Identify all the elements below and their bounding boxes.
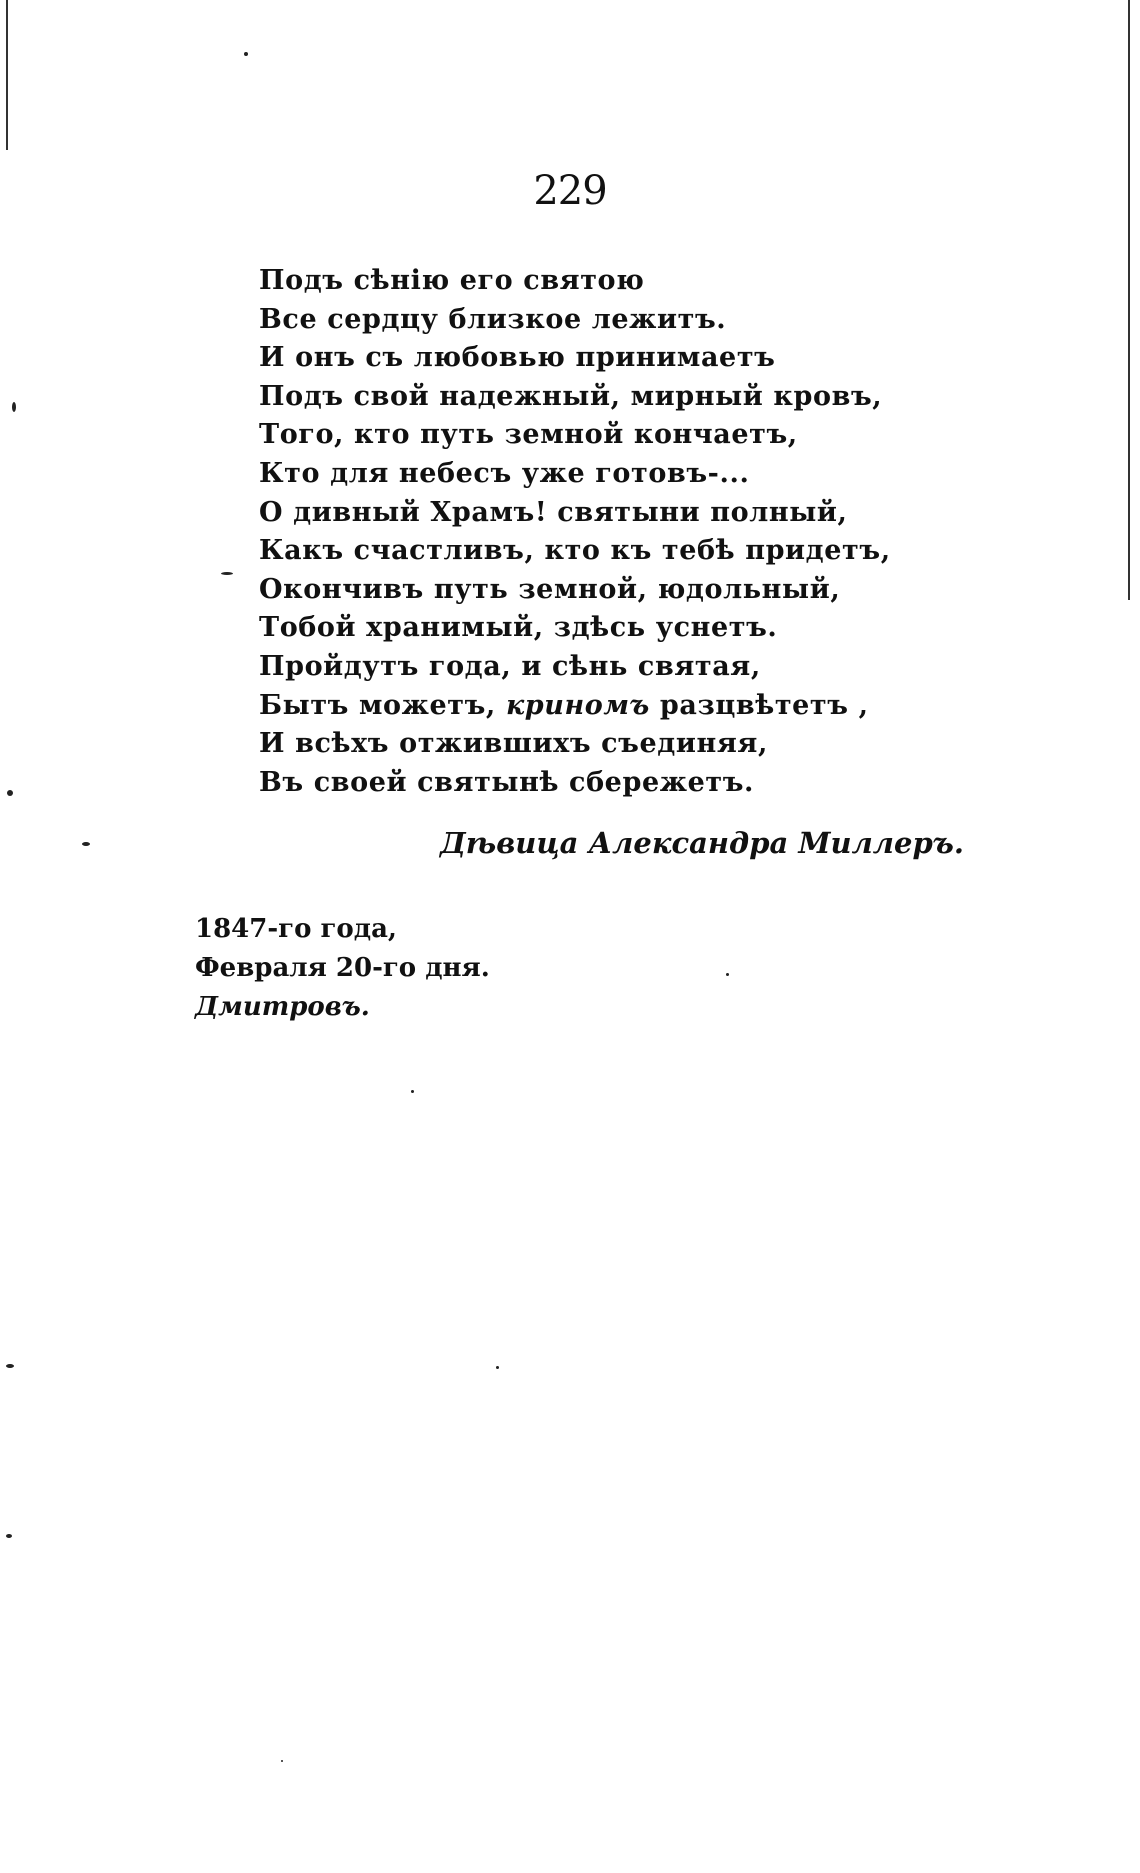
poem — [259, 262, 899, 802]
scan-speck — [411, 1090, 414, 1093]
poem-line: Въ своей святынѣ сбережетъ. — [259, 766, 755, 798]
scan-speck — [221, 572, 233, 575]
poem-line: И онъ съ любовью принимаетъ — [259, 342, 776, 374]
poem-line: Пройдутъ года, и сѣнь святая, — [259, 650, 761, 682]
poem-line: Тобой хранимый, здѣсь уснетъ. — [259, 612, 778, 644]
poem-line: И всѣхъ отжившихъ съединяя, — [259, 728, 768, 760]
poem-line: Кто для небесъ уже готовъ-... — [259, 457, 750, 489]
page-number: 229 — [533, 168, 607, 214]
author-signature: Дѣвица Александра Миллеръ. — [440, 826, 964, 860]
scan-speck — [496, 1366, 499, 1369]
poem-line: Подъ сѣнію его святою — [259, 265, 645, 296]
right-margin-rule — [1128, 0, 1130, 600]
dateline — [195, 910, 595, 1027]
scan-speck — [6, 1364, 14, 1368]
poem-line: Бытъ можетъ, криномъ разцвѣтетъ , — [259, 689, 869, 721]
scan-speck — [12, 402, 16, 412]
scan-speck — [7, 790, 13, 796]
scan-speck — [244, 52, 248, 56]
dateline-place: Дмитровъ. — [195, 992, 370, 1022]
scan-speck — [6, 1534, 12, 1538]
scan-speck — [281, 1760, 283, 1762]
dateline-day: Февраля 20-го дня. — [195, 953, 490, 983]
left-margin-rule — [6, 0, 8, 150]
scan-speck — [82, 842, 90, 846]
dateline-year: 1847-го года, — [195, 914, 397, 944]
poem-line: Все сердцу близкое лежитъ. — [259, 303, 727, 335]
poem-line: Окончивъ путь земной, юдольный, — [259, 573, 841, 605]
poem-line: Того, кто путь земной кончаетъ, — [259, 419, 798, 451]
scan-speck — [726, 973, 729, 976]
poem-line: О дивный Храмъ! святыни полный, — [259, 496, 848, 528]
poem-line: Какъ счастливъ, кто къ тебѣ придетъ, — [259, 535, 891, 567]
poem-line: Подъ свой надежный, мирный кровъ, — [259, 380, 883, 412]
